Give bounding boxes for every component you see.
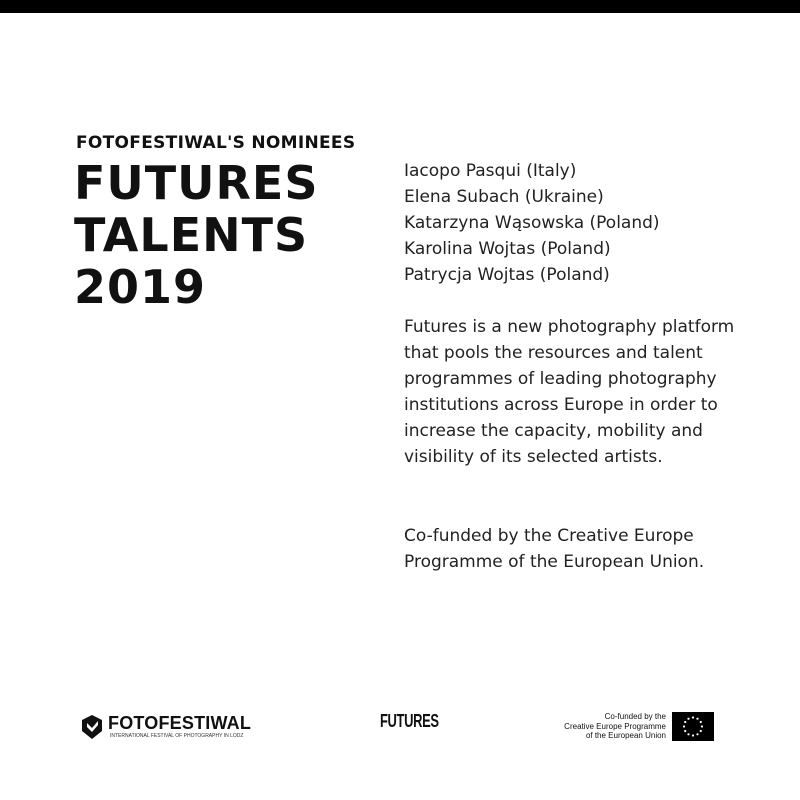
headline bbox=[74, 157, 318, 313]
eu-star-icon bbox=[700, 721, 702, 723]
eu-star-icon bbox=[696, 733, 698, 735]
eu-star-icon bbox=[692, 716, 694, 718]
nominee-item: Katarzyna Wąsowska (Poland) bbox=[404, 213, 660, 233]
eu-star-icon bbox=[687, 733, 689, 735]
top-bar bbox=[0, 0, 800, 13]
eu-star-icon bbox=[700, 730, 702, 732]
fotofestiwal-mark-icon bbox=[80, 714, 104, 740]
headline-line: TALENTS bbox=[74, 208, 309, 262]
nominee-list bbox=[404, 158, 660, 288]
nominee-item: Patrycja Wojtas (Poland) bbox=[404, 265, 610, 285]
eu-star-icon bbox=[683, 725, 685, 727]
eu-text-line: Creative Europe Programme bbox=[564, 721, 666, 731]
nominee-item: Elena Subach (Ukraine) bbox=[404, 187, 604, 207]
eu-flag-icon bbox=[672, 712, 714, 741]
eu-star-icon bbox=[684, 730, 686, 732]
funding-paragraph: Co-funded by the Creative Europe Programme of the European Union. bbox=[404, 526, 705, 572]
eu-star-icon bbox=[701, 725, 703, 727]
about-paragraph: Futures is a new photography platform that pools the resources and talent programmes of leading photography institutions across Europe in order to increase the capacity, mobility and visibility of its selected artists. bbox=[404, 317, 735, 467]
nominee-item: Karolina Wojtas (Poland) bbox=[404, 239, 611, 259]
fotofestiwal-wordmark: FOTOFESTIWAL bbox=[108, 713, 252, 733]
futures-logo: FUTURES bbox=[380, 711, 439, 731]
eu-star-icon bbox=[687, 718, 689, 720]
fotofestiwal-tagline: INTERNATIONAL FESTIVAL OF PHOTOGRAPHY IN LODZ bbox=[110, 733, 244, 739]
eu-star-icon bbox=[692, 734, 694, 736]
eu-star-icon bbox=[684, 721, 686, 723]
fotofestiwal-logo bbox=[80, 712, 250, 744]
eu-text-line: Co-funded by the bbox=[604, 712, 666, 721]
kicker-heading: FOTOFESTIWAL'S NOMINEES bbox=[76, 133, 356, 153]
eu-star-icon bbox=[696, 718, 698, 720]
eu-text-line: of the European Union bbox=[585, 731, 666, 740]
headline-line: 2019 bbox=[74, 260, 207, 314]
nominee-item: Iacopo Pasqui (Italy) bbox=[404, 161, 577, 181]
headline-line: FUTURES bbox=[74, 156, 319, 210]
eu-cofunding-text bbox=[496, 712, 666, 741]
